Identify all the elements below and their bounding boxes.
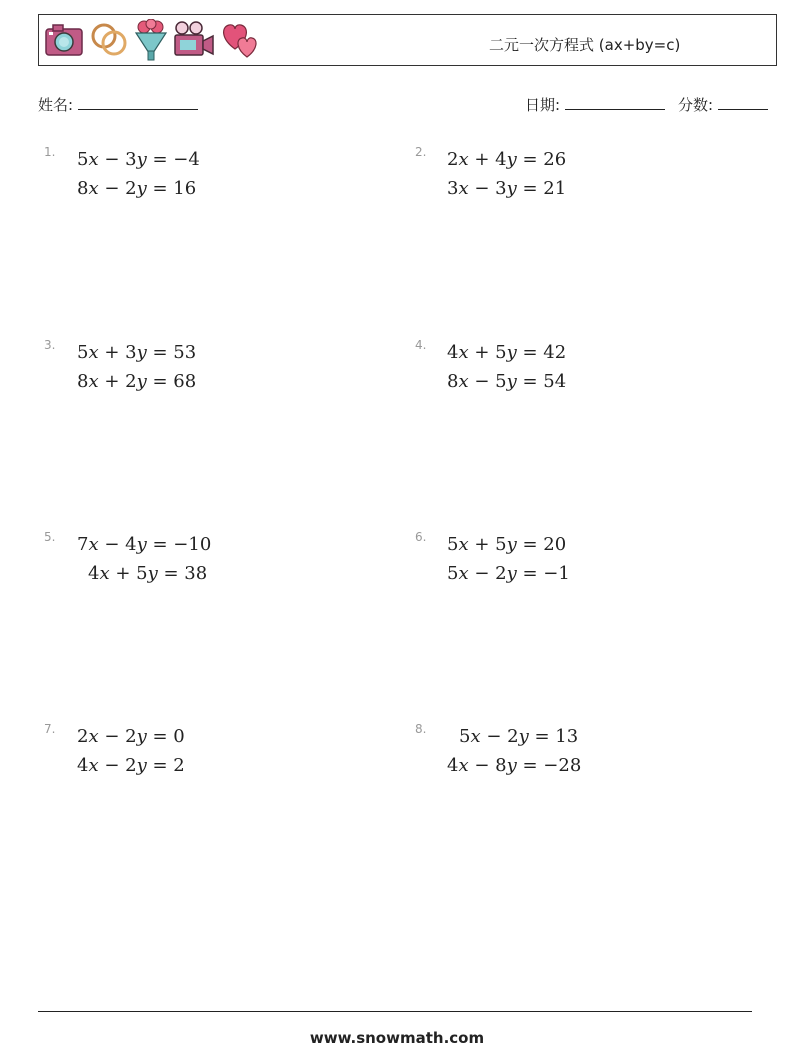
footer-divider xyxy=(38,1011,752,1012)
variable: y xyxy=(506,178,517,199)
variable: x xyxy=(470,726,481,747)
equation-term: = 13 xyxy=(528,726,579,747)
variable: y xyxy=(506,371,517,392)
variable: y xyxy=(506,534,517,555)
problem-number: 7. xyxy=(44,722,56,736)
equation-term: = −4 xyxy=(146,149,200,170)
equation-term: 5 xyxy=(447,563,459,584)
equation-term: − 3 xyxy=(468,178,507,199)
bouquet-icon xyxy=(133,19,169,61)
variable: x xyxy=(458,342,469,363)
problem-number: 2. xyxy=(415,145,427,159)
equation xyxy=(77,178,196,199)
equation-term: + 5 xyxy=(468,534,507,555)
equation-term: = −1 xyxy=(516,563,570,584)
variable: y xyxy=(136,371,147,392)
date-blank[interactable] xyxy=(565,92,665,110)
equation-term: = 0 xyxy=(146,726,185,747)
equation-term: 8 xyxy=(447,371,459,392)
equation xyxy=(447,342,566,363)
variable: y xyxy=(136,534,147,555)
equation-term: − 8 xyxy=(468,755,507,776)
equation xyxy=(77,755,185,776)
variable: x xyxy=(458,149,469,170)
variable: x xyxy=(458,755,469,776)
equation-term: + 5 xyxy=(109,563,148,584)
equation-term: + 2 xyxy=(98,371,137,392)
variable: x xyxy=(88,149,99,170)
equation-term: 8 xyxy=(77,371,89,392)
equation-term: 8 xyxy=(77,178,89,199)
variable: x xyxy=(88,755,99,776)
score-label: 分数: xyxy=(678,96,714,114)
equation-term: = 26 xyxy=(516,149,567,170)
equation-term: 3 xyxy=(447,178,459,199)
equation-term: = 54 xyxy=(516,371,567,392)
equation xyxy=(88,563,207,584)
variable: x xyxy=(458,563,469,584)
variable: x xyxy=(458,534,469,555)
equation-term: = −10 xyxy=(146,534,212,555)
equation xyxy=(447,149,566,170)
variable: x xyxy=(88,342,99,363)
equation-term: − 2 xyxy=(98,726,137,747)
variable: y xyxy=(136,342,147,363)
equation-term: − 4 xyxy=(98,534,137,555)
problem-number: 3. xyxy=(44,338,56,352)
video-camera-icon xyxy=(172,19,216,59)
equation-term: − 2 xyxy=(480,726,519,747)
equation xyxy=(77,726,185,747)
variable: y xyxy=(506,563,517,584)
name-label: 姓名: xyxy=(38,96,74,114)
name-blank[interactable] xyxy=(78,92,198,110)
variable: y xyxy=(136,149,147,170)
equation-term: − 5 xyxy=(468,371,507,392)
decorative-icons xyxy=(43,19,263,61)
equation-term: 2 xyxy=(77,726,89,747)
problem-number: 5. xyxy=(44,530,56,544)
equation xyxy=(77,149,200,170)
equation-term: = 42 xyxy=(516,342,567,363)
variable: x xyxy=(458,371,469,392)
equation-term: = 38 xyxy=(157,563,208,584)
variable: y xyxy=(518,726,529,747)
equation-term: = 53 xyxy=(146,342,197,363)
variable: x xyxy=(99,563,110,584)
equation-term: + 5 xyxy=(468,342,507,363)
variable: x xyxy=(88,726,99,747)
variable: y xyxy=(506,342,517,363)
variable: y xyxy=(136,726,147,747)
worksheet-title: 二元一次方程式 (ax+by=c) xyxy=(489,36,681,54)
problem-number: 4. xyxy=(415,338,427,352)
equation-term: 5 xyxy=(77,342,89,363)
name-field[interactable] xyxy=(38,92,198,115)
equation-term: − 2 xyxy=(98,755,137,776)
equation-term: 5 xyxy=(459,726,471,747)
equation xyxy=(447,563,570,584)
equation-term: 4 xyxy=(88,563,100,584)
problem-number: 1. xyxy=(44,145,56,159)
equation xyxy=(77,342,196,363)
variable: x xyxy=(458,178,469,199)
variable: y xyxy=(506,149,517,170)
equation-term: − 2 xyxy=(98,178,137,199)
variable: x xyxy=(88,371,99,392)
equation-term: 4 xyxy=(77,755,89,776)
equation-term: − 3 xyxy=(98,149,137,170)
equation-term: + 3 xyxy=(98,342,137,363)
footer-url: www.snowmath.com xyxy=(309,1029,485,1047)
equation-term: = 16 xyxy=(146,178,197,199)
equation-term: 5 xyxy=(77,149,89,170)
variable: y xyxy=(147,563,158,584)
equation-term: 2 xyxy=(447,149,459,170)
variable: y xyxy=(506,755,517,776)
variable: y xyxy=(136,755,147,776)
equation xyxy=(459,726,578,747)
equation xyxy=(77,371,196,392)
problem-number: 8. xyxy=(415,722,427,736)
equation-term: = 68 xyxy=(146,371,197,392)
date-label: 日期: xyxy=(525,96,561,114)
equation xyxy=(447,534,566,555)
equation-term: = 2 xyxy=(146,755,185,776)
worksheet-header xyxy=(38,14,777,66)
equation-term: 4 xyxy=(447,342,459,363)
equation-term: − 2 xyxy=(468,563,507,584)
score-field[interactable] xyxy=(678,92,768,115)
equation-term: 4 xyxy=(447,755,459,776)
date-field[interactable] xyxy=(525,92,665,115)
equation-term: = 20 xyxy=(516,534,567,555)
rings-icon xyxy=(88,19,130,59)
equation-term: = 21 xyxy=(516,178,567,199)
equation-term: + 4 xyxy=(468,149,507,170)
camera-icon xyxy=(43,19,85,59)
equation-term: 7 xyxy=(77,534,89,555)
score-blank[interactable] xyxy=(718,92,768,110)
hearts-icon xyxy=(219,19,263,59)
equation-term: 5 xyxy=(447,534,459,555)
equation xyxy=(447,178,566,199)
variable: y xyxy=(136,178,147,199)
variable: x xyxy=(88,178,99,199)
problem-number: 6. xyxy=(415,530,427,544)
equation xyxy=(447,371,566,392)
equation xyxy=(77,534,211,555)
variable: x xyxy=(88,534,99,555)
equation xyxy=(447,755,581,776)
equation-term: = −28 xyxy=(516,755,582,776)
